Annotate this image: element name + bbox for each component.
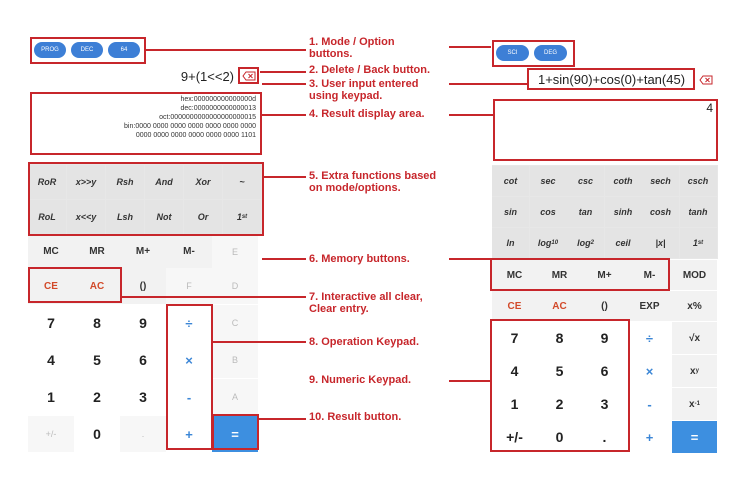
key-ac[interactable]: AC: [74, 268, 120, 304]
key-log2[interactable]: log 2: [567, 228, 604, 258]
annotation-8: 8. Operation Keypad.: [309, 336, 420, 348]
key-xor[interactable]: Xor: [184, 165, 222, 199]
key-8[interactable]: 8: [537, 322, 582, 354]
clear-highlight-box: [28, 267, 122, 303]
key-f[interactable]: F: [166, 268, 212, 304]
leader-line-4: [262, 114, 306, 116]
key-7[interactable]: 7: [492, 322, 537, 354]
key-not[interactable]: Not: [145, 200, 183, 234]
key-tan[interactable]: tan: [567, 197, 604, 227]
memory-m-button[interactable]: M-: [627, 260, 672, 290]
key-cosh[interactable]: cosh: [642, 197, 679, 227]
result-oct: oct:0000000000000000000015: [159, 114, 256, 121]
key-6[interactable]: 6: [582, 355, 627, 387]
key-2[interactable]: 2: [74, 379, 120, 415]
key-sym[interactable]: +/-: [492, 421, 537, 453]
annotation-4: 4. Result display area.: [309, 108, 425, 120]
key-sinh[interactable]: sinh: [605, 197, 642, 227]
leader-line-6: [262, 258, 306, 260]
leader-line-1b: [449, 46, 491, 48]
equals-button-right[interactable]: =: [672, 421, 717, 453]
key-ce[interactable]: CE: [28, 268, 74, 304]
key-x-1[interactable]: x -1: [672, 388, 717, 420]
backspace-icon-right[interactable]: [699, 75, 713, 85]
key-x[interactable]: |x|: [642, 228, 679, 258]
leader-line-6b: [449, 258, 490, 260]
result-hex: hex:000000000000000d: [180, 96, 256, 103]
key-sym[interactable]: ÷: [166, 305, 212, 341]
key-sym[interactable]: ~: [223, 165, 261, 199]
key-sym[interactable]: +: [166, 416, 212, 452]
key-sym[interactable]: -: [166, 379, 212, 415]
numeric-highlight-box: [490, 319, 630, 452]
key-ceil[interactable]: ceil: [605, 228, 642, 258]
result-bin-2: 0000 0000 0000 0000 0000 0000 1101: [135, 132, 256, 139]
key-6[interactable]: 6: [120, 342, 166, 378]
extra-functions-highlight-box: [28, 162, 264, 236]
leader-line-10: [259, 418, 306, 420]
key-3[interactable]: 3: [120, 379, 166, 415]
key-sym[interactable]: .: [120, 416, 166, 452]
key-sin[interactable]: sin: [492, 197, 529, 227]
annotation-7: 7. Interactive all clear, Clear entry.: [309, 291, 423, 315]
annotation-9: 9. Numeric Keypad.: [309, 374, 412, 386]
key-lsh[interactable]: Lsh: [106, 200, 144, 234]
key-1st[interactable]: 1 st: [223, 200, 261, 234]
memory-m-button[interactable]: M+: [582, 260, 627, 290]
key-cot[interactable]: cot: [492, 166, 529, 196]
key-sym[interactable]: +: [627, 421, 672, 453]
key-5[interactable]: 5: [74, 342, 120, 378]
memory-m-button[interactable]: M+: [120, 235, 166, 268]
equals-button[interactable]: =: [212, 416, 258, 452]
key-log10[interactable]: log 10: [530, 228, 567, 258]
key-8[interactable]: 8: [74, 305, 120, 341]
key-x[interactable]: √x: [672, 322, 717, 354]
key-3[interactable]: 3: [582, 388, 627, 420]
result-button-highlight-box: [212, 414, 259, 450]
memory-mr-button[interactable]: MR: [74, 235, 120, 268]
memory-m-button[interactable]: M-: [166, 235, 212, 268]
key-sym[interactable]: (): [582, 291, 627, 321]
annotation-6: 6. Memory buttons.: [309, 253, 410, 265]
leader-line-1: [146, 49, 306, 51]
key-ac[interactable]: AC: [537, 291, 582, 321]
right-result-value: 4: [706, 101, 713, 115]
key-9[interactable]: 9: [582, 322, 627, 354]
key-7[interactable]: 7: [28, 305, 74, 341]
leader-line-8: [213, 341, 306, 343]
key-csch[interactable]: csch: [680, 166, 717, 196]
key-sym[interactable]: (): [120, 268, 166, 304]
key-0[interactable]: 0: [74, 416, 120, 452]
key-c[interactable]: C: [212, 305, 258, 341]
annotation-1: 1. Mode / Option buttons.: [309, 36, 395, 60]
key-exp[interactable]: EXP: [627, 291, 672, 321]
key-sym[interactable]: ÷: [627, 322, 672, 354]
key-d[interactable]: D: [212, 268, 258, 304]
key-sech[interactable]: sech: [642, 166, 679, 196]
memory-mc-button[interactable]: MC: [492, 260, 537, 290]
key-sym[interactable]: ×: [166, 342, 212, 378]
leader-line-9: [449, 380, 490, 382]
memory-e-button[interactable]: E: [212, 235, 258, 268]
key-sym[interactable]: +/-: [28, 416, 74, 452]
key-1[interactable]: 1: [28, 379, 74, 415]
key-sym[interactable]: -: [627, 388, 672, 420]
key-x-y[interactable]: x<<y: [67, 200, 105, 234]
memory-mr-button[interactable]: MR: [537, 260, 582, 290]
leader-line-7: [122, 296, 306, 298]
key-2[interactable]: 2: [537, 388, 582, 420]
key-xy[interactable]: x y: [672, 355, 717, 387]
key-4[interactable]: 4: [492, 355, 537, 387]
leader-line-4b: [449, 114, 493, 116]
key-rol[interactable]: RoL: [28, 200, 66, 234]
mode-deg-button[interactable]: DEG: [534, 45, 567, 61]
key-sym[interactable]: ×: [627, 355, 672, 387]
key-tanh[interactable]: tanh: [680, 197, 717, 227]
leader-line-3b: [449, 83, 527, 85]
annotation-3: 3. User input entered using keypad.: [309, 78, 419, 102]
key-x[interactable]: x%: [672, 291, 717, 321]
mode-dec-button[interactable]: DEC: [71, 42, 103, 58]
result-bin-1: bin:0000 0000 0000 0000 0000 0000 0000: [124, 123, 256, 130]
key-sec[interactable]: sec: [530, 166, 567, 196]
backspace-icon[interactable]: [242, 71, 256, 81]
key-1st[interactable]: 1 st: [680, 228, 717, 258]
key-x-y[interactable]: x>>y: [67, 165, 105, 199]
mode-64-button[interactable]: 64: [108, 42, 140, 58]
key-rsh[interactable]: Rsh: [106, 165, 144, 199]
operation-highlight-box: [166, 304, 213, 450]
key-4[interactable]: 4: [28, 342, 74, 378]
key-or[interactable]: Or: [184, 200, 222, 234]
key-a[interactable]: A: [212, 379, 258, 415]
key-ln[interactable]: ln: [492, 228, 529, 258]
key-0[interactable]: 0: [537, 421, 582, 453]
key-ce[interactable]: CE: [492, 291, 537, 321]
key-ror[interactable]: RoR: [28, 165, 66, 199]
annotation-2: 2. Delete / Back button.: [309, 64, 431, 76]
key-5[interactable]: 5: [537, 355, 582, 387]
mode-prog-button[interactable]: PROG: [34, 42, 66, 58]
left-input-display: 9+(1<<2): [180, 69, 234, 84]
annotation-10: 10. Result button.: [309, 411, 402, 423]
right-input-display: 1+sin(90)+cos(0)+tan(45): [537, 72, 686, 87]
key-9[interactable]: 9: [120, 305, 166, 341]
memory-highlight-box: [490, 258, 670, 291]
key-1[interactable]: 1: [492, 388, 537, 420]
leader-line-5: [264, 176, 306, 178]
memory-mod-button[interactable]: MOD: [672, 260, 717, 290]
key-cos[interactable]: cos: [530, 197, 567, 227]
leader-line-3: [262, 83, 306, 85]
key-coth[interactable]: coth: [605, 166, 642, 196]
key-csc[interactable]: csc: [567, 166, 604, 196]
key-and[interactable]: And: [145, 165, 183, 199]
mode-highlight-box: [30, 37, 146, 64]
mode-sci-button[interactable]: SCI: [496, 45, 529, 61]
memory-mc-button[interactable]: MC: [28, 235, 74, 268]
annotation-5: 5. Extra functions based on mode/options.: [309, 170, 437, 194]
leader-line-2: [260, 71, 306, 73]
key-b[interactable]: B: [212, 342, 258, 378]
key-sym[interactable]: .: [582, 421, 627, 453]
result-dec: dec:0000000000000013: [180, 105, 256, 112]
